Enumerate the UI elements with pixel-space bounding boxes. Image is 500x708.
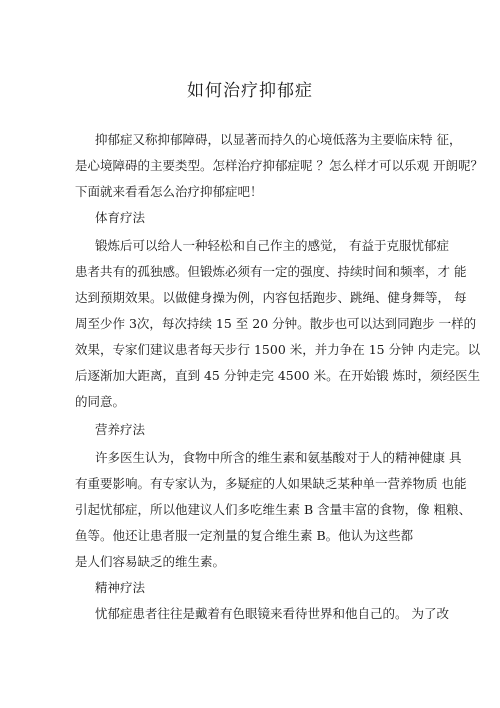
nutrition-line-1: 许多医生认为，食物中所含的维生素和氨基酸对于人的精神健康 具 [95, 450, 462, 465]
intro-line-3: 下面就来看看怎么治疗抑郁症吧！ [75, 184, 263, 199]
exercise-line-1: 锻炼后可以给人一种轻松和自己作主的感觉， 有益于克服忧郁症 [95, 238, 449, 253]
exercise-line-6: 后逐渐加大距离，直到 45 分钟走完 4500 米。在开始锻 炼时，须经医生 [75, 368, 481, 383]
nutrition-line-2: 有重要影响。有专家认为，多疑症的人如果缺乏某种单一营养物质 也能 [75, 476, 467, 491]
section-heading-nutrition: 营养疗法 [95, 422, 146, 437]
exercise-line-5: 效果，专家们建议患者每天步行 1500 米，并力争在 15 分钟 内走完。以 [75, 342, 481, 357]
psychological-line-1: 忧郁症患者往往是戴着有色眼镜来看待世界和他自己的。 为了改 [95, 606, 449, 621]
intro-line-2: 是心境障碍的主要类型。怎样治疗抑郁症呢 ？怎么样才可以乐观 开朗呢？ [75, 158, 483, 173]
section-heading-exercise: 体育疗法 [95, 210, 146, 225]
nutrition-line-3: 引起忧郁症，所以他建议人们多吃维生素 B 含量丰富的食物，像 粗粮、 [75, 502, 472, 517]
intro-line-1: 抑郁症又称抑郁障碍，以显著而持久的心境低落为主要临床特 征， [95, 132, 462, 147]
exercise-line-4: 周至少作 3次，每次持续 15 至 20 分钟。散步也可以达到同跑步 一样的 [75, 316, 477, 331]
exercise-line-2: 患者共有的孤独感。但锻炼必须有一定的强度、持续时间和频率，才 能 [75, 264, 467, 279]
nutrition-line-4: 鱼等。他还让患者服一定剂量的复合维生素 B。他认为这些都 [75, 528, 414, 543]
exercise-line-3: 达到预期效果。以做健身操为例，内容包括跑步、跳绳、健身舞等， 每 [75, 290, 467, 305]
exercise-line-7: 的同意。 [75, 394, 126, 409]
page-title: 如何治疗抑郁症 [187, 81, 313, 101]
nutrition-line-5: 是人们容易缺乏的维生素。 [75, 554, 226, 569]
section-heading-psychological: 精神疗法 [95, 580, 146, 595]
